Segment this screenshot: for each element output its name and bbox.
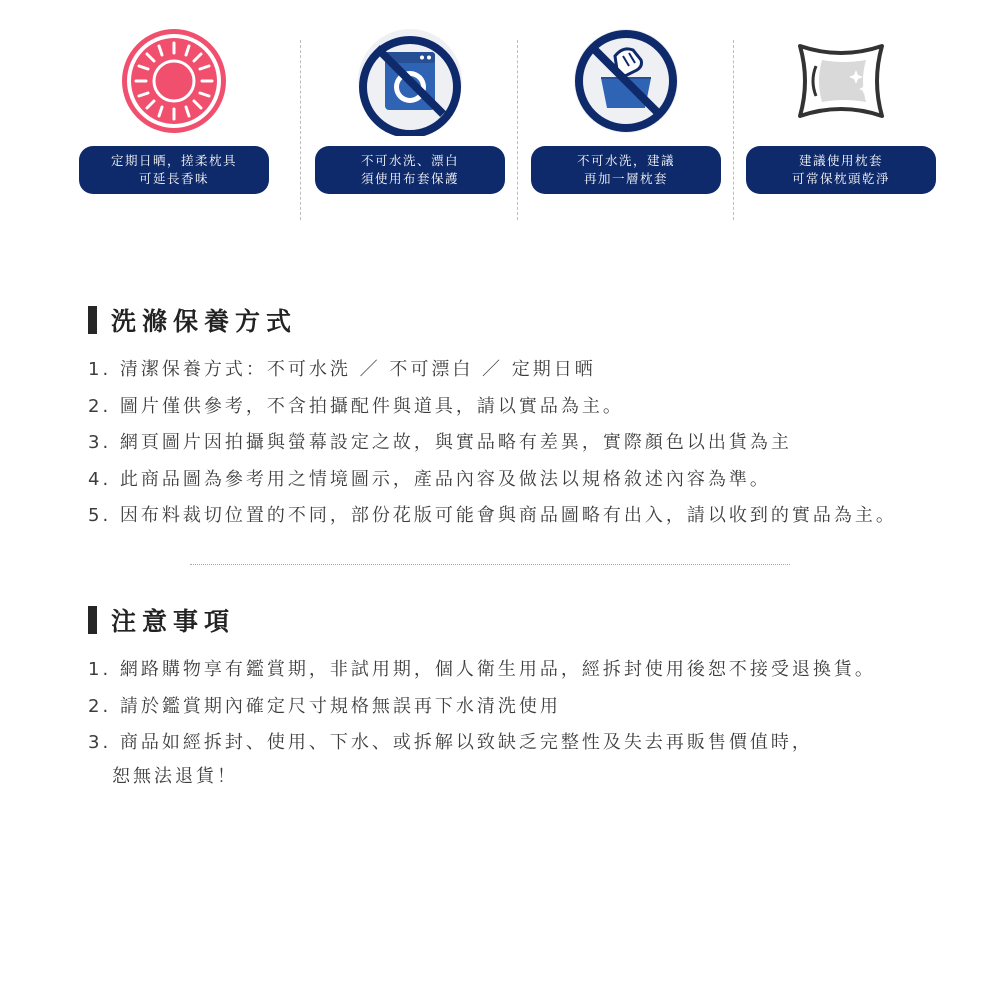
care-label-line1: 建議使用枕套: [798, 153, 883, 168]
list-item: 5. 因布料裁切位置的不同，部份花版可能會與商品圖略有出入，請以收到的實品為主。: [88, 505, 897, 526]
care-label-line1: 不可水洗、漂白: [360, 153, 459, 168]
care-label-no-hand-wash: [531, 146, 721, 194]
care-list: [88, 352, 928, 535]
care-icon-sun-column: [66, 0, 282, 230]
list-item: 4. 此商品圖為參考用之情境圖示，產品內容及做法以規格敘述內容為準。: [88, 468, 771, 490]
no-hand-wash-icon: [571, 26, 681, 136]
care-label-no-machine-wash: [315, 146, 505, 194]
care-section-title: 洗滌保養方式: [111, 307, 298, 336]
dotted-separator: [190, 564, 790, 565]
care-icon-no-machine-wash-column: [302, 0, 518, 230]
notice-section-heading: [88, 602, 928, 638]
care-label-line2: 可常保枕頭乾淨: [791, 171, 890, 186]
care-label-sun: [79, 146, 269, 194]
no-machine-wash-icon: [355, 26, 465, 136]
notice-list: [88, 652, 928, 792]
care-label-line1: 不可水洗，建議: [576, 153, 675, 168]
care-label-line2: 可延長香味: [138, 171, 209, 186]
care-icons-row: [0, 0, 1000, 230]
care-label-line2: 須使用布套保護: [360, 171, 459, 186]
column-divider: [300, 40, 301, 220]
care-icon-pillow-column: [733, 0, 949, 230]
list-item-text: 3. 商品如經拆封、使用、下水、或拆解以致缺乏完整性及失去再販售價值時，: [88, 732, 813, 753]
list-item: [88, 725, 928, 792]
pillow-icon: [786, 26, 896, 136]
sun-icon: [119, 26, 229, 136]
care-label-line2: 再加一層枕套: [583, 171, 668, 186]
notice-section: [88, 602, 928, 792]
list-item: 3. 網頁圖片因拍攝與螢幕設定之故，與實品略有差異，實際顏色以出貨為主: [88, 432, 792, 453]
list-item: 1. 清潔保養方式：不可水洗 ／ 不可漂白 ／ 定期日晒: [88, 359, 596, 380]
list-item: 2. 請於鑑賞期內確定尺寸規格無誤再下水清洗使用: [88, 695, 561, 717]
notice-section-title: 注意事項: [111, 607, 236, 636]
care-icon-no-hand-wash-column: [518, 0, 734, 230]
care-label-line1: 定期日晒，搓柔枕具: [110, 153, 237, 168]
care-label-pillow: [746, 146, 936, 194]
list-item: 1. 網路購物享有鑑賞期，非試用期，個人衛生用品，經拆封使用後恕不接受退換貨。: [88, 659, 876, 680]
care-section: [88, 302, 928, 535]
care-section-heading: [88, 302, 928, 338]
heading-bar: [88, 306, 97, 334]
heading-bar: [88, 606, 97, 634]
list-item-continuation: 恕無法退貨！: [112, 765, 238, 787]
list-item: 2. 圖片僅供參考，不含拍攝配件與道具，請以實品為主。: [88, 395, 624, 417]
